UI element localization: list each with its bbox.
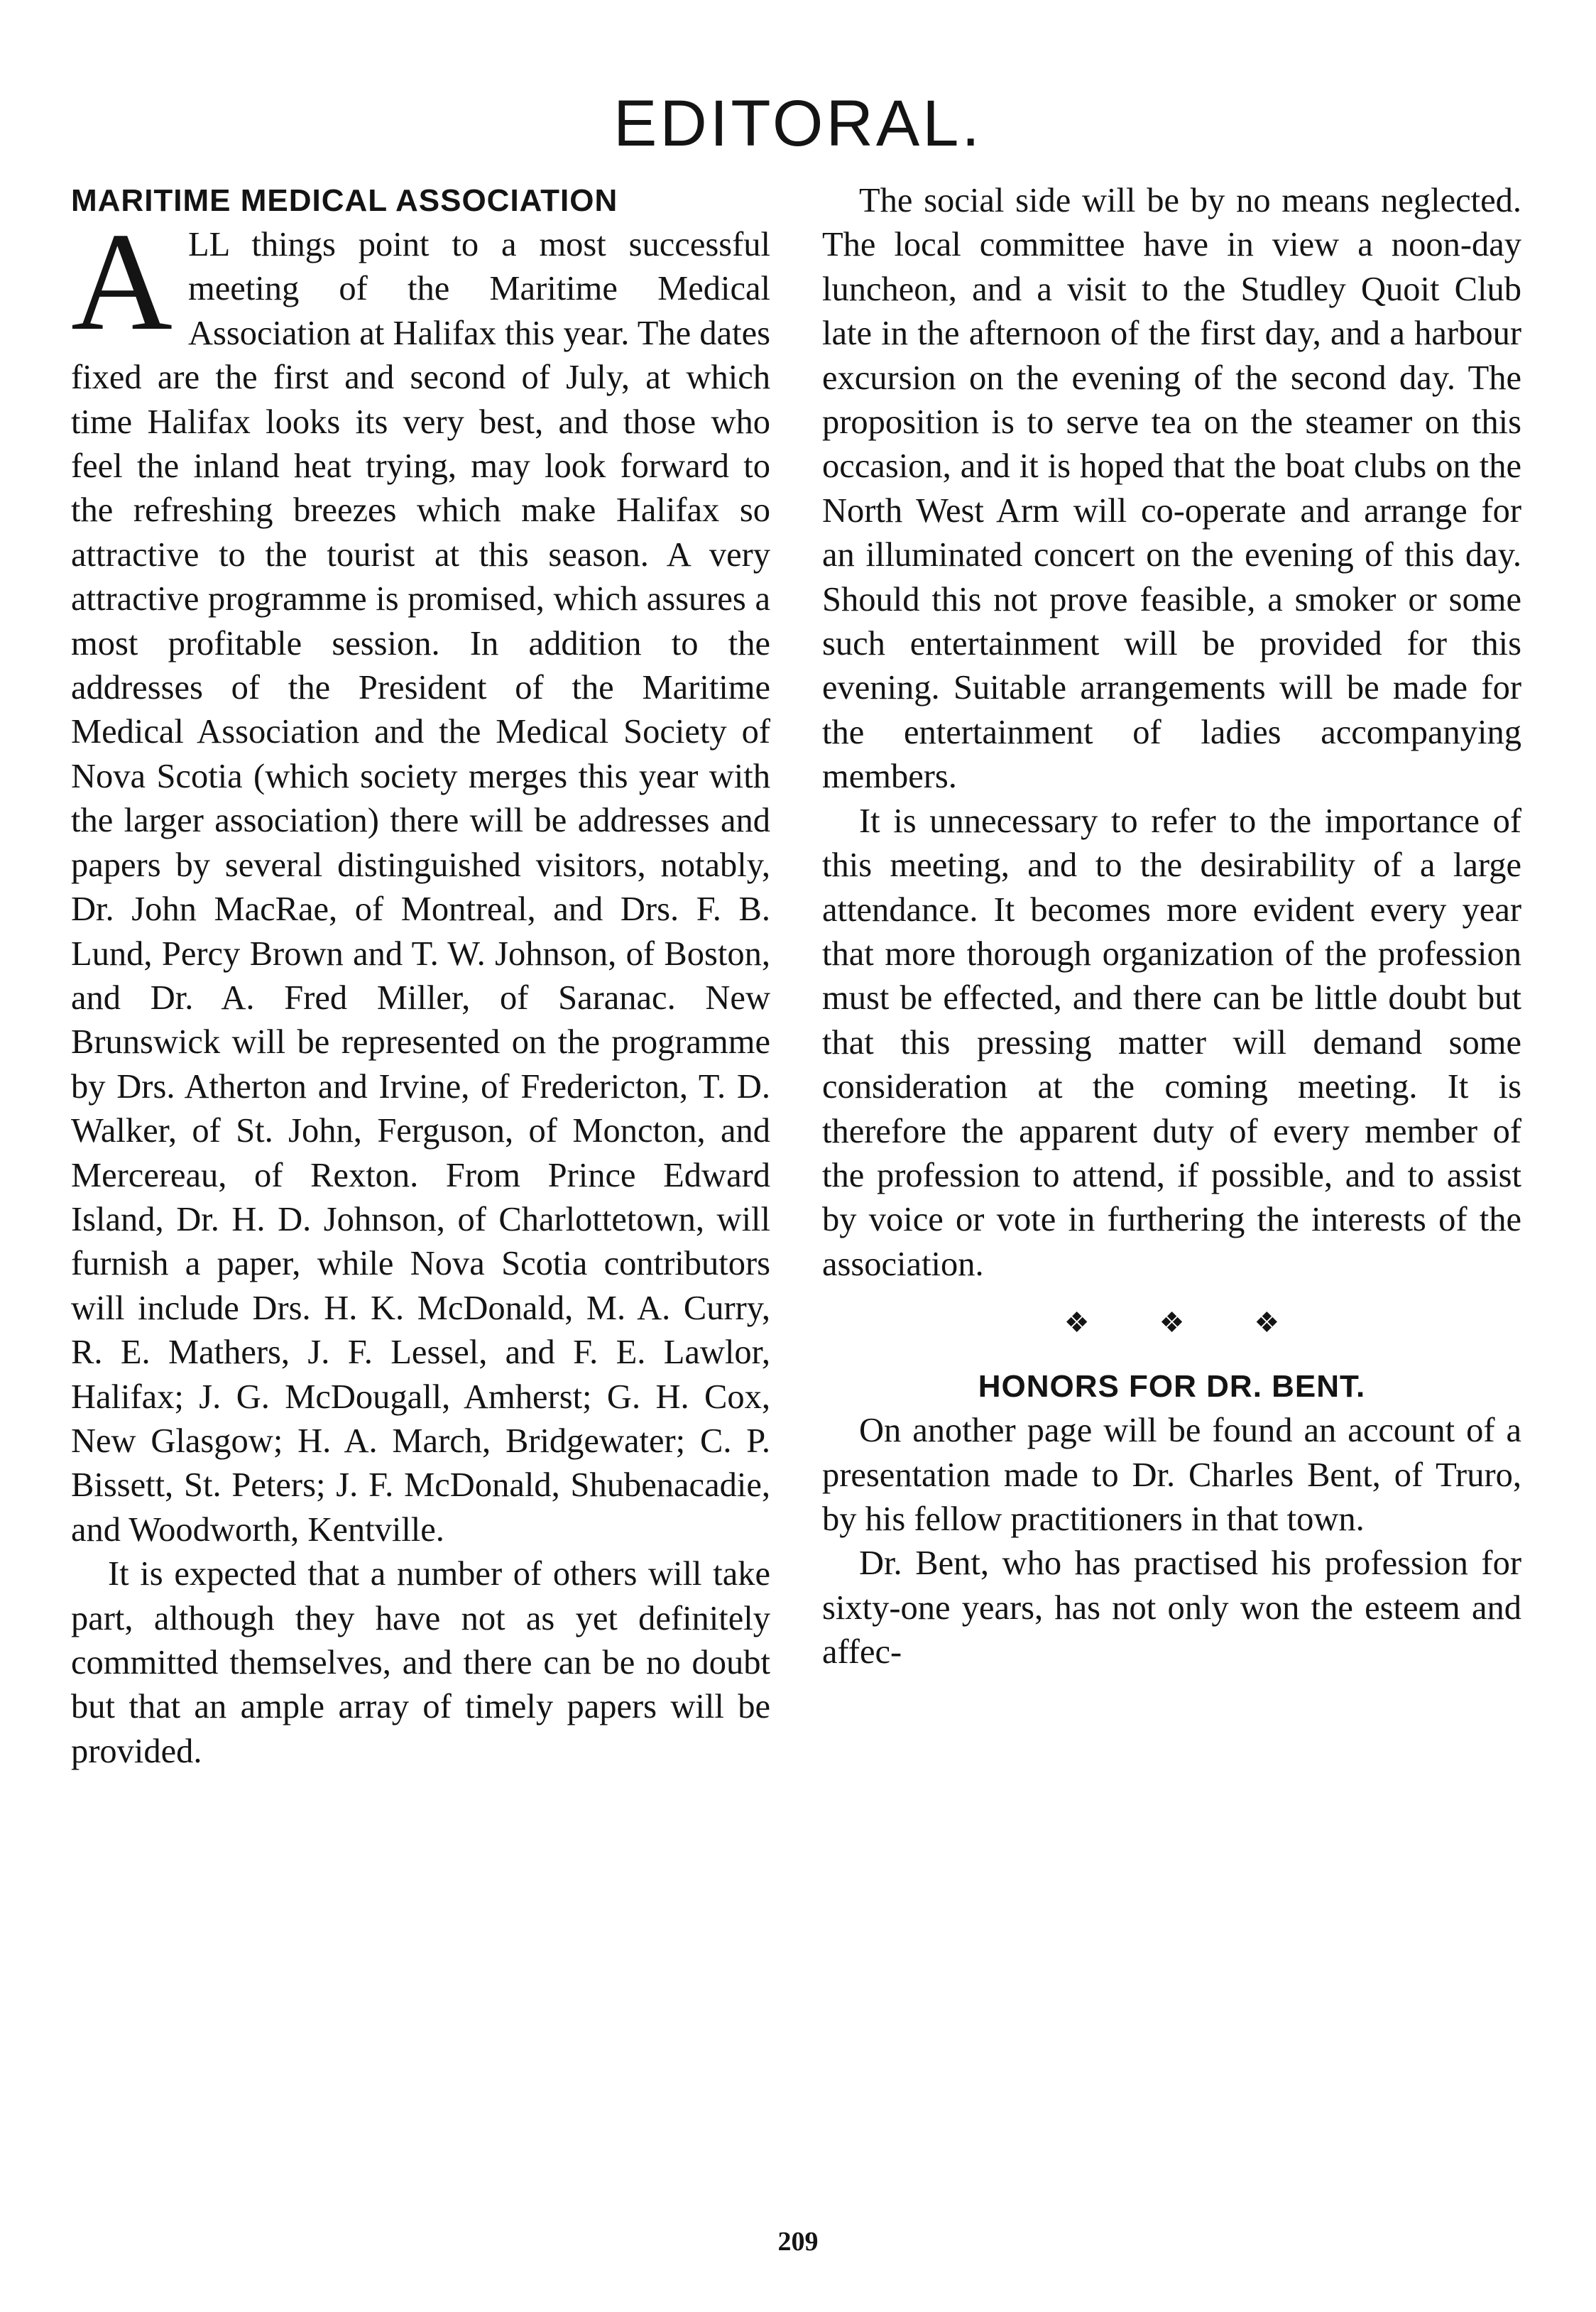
page-number: 209 [777,2227,819,2257]
paragraph-1-text: LL things point to a most successful meeting of the Maritime Medical Association at Halifax this year. The dates fixed are the first and second of July, at which time Halifax looks its very best, and those who feel the inland heat trying, may look forward to the refreshing breezes which make Halifax so attractive to the tourist at this season. A very attractive programme is promised, which assures a most profitable session. In addition to the addresses of the President of the Maritime Medical Association and the Medical Society of Nova Scotia (which society merges this year with the larger association) there will be addresses and papers by several distinguished visitors, notably, Dr. John MacRae, of Montreal, and Drs. F. B. Lund, Percy Brown and T. W. Johnson, of Boston, and Dr. A. Fred Miller, of Saranac. New Brunswick will be represented on the programme by Drs. Atherton and Irvine, of Fredericton, T. D. Walker, of St. John, Ferguson, of Moncton, and Mercereau, of Rexton. From Prince Edward Island, Dr. H. D. Johnson, of Charlottetown, will furnish a paper, while Nova Scotia contributors will include Drs. H. K. McDonald, M. A. Curry, R. E. Mathers, J. F. Lessel, and F. E. Lawlor, Halifax; J. G. McDougall, Amherst; G. H. Cox, New Glasgow; H. A. March, Bridgewater; C. P. Bissett, St. Peters; J. F. McDonald, Shubenacadie, and Woodworth, Kentville. [71,226,770,1549]
honors-paragraph-1: On another page will be found an account of a presentation made to Dr. Charles Bent, of Truro, by his fellow practitioners in that town. [822,1412,1521,1538]
article-paragraph-3: The social side will be by no means neglected. The local committee have in view a noon-day luncheon, and a visit to the Studley Quoit Club late in the afternoon of the first day, and a harbour excursion on the evening of the second day. The proposition is to serve tea on the steamer on this occasion, and it is hoped that the boat clubs on the North West Arm will co-operate and arrange for an illuminated concert on the evening of this day. Should this not prove feasible, a smoker or some such entertainment will be provided for this evening. Suitable arrangements will be made for the entertainment of ladies accompanying members. [822,182,1521,796]
ornament-separator: ❖ ❖ ❖ [1064,1307,1311,1339]
article-paragraph-1 [71,204,770,1552]
article-paragraph-4: It is unnecessary to refer to the importance of this meeting, and to the desirability of a large attendance. It becomes more evident every year that more thorough organization of the profession must be effected, and there can be little doubt but that this pressing matter will demand some consideration at the coming meeting. It is therefore the apparent duty of every member of the profession to attend, if possible, and to assist by voice or vote in furthering the interests of the association. [822,802,1521,1283]
honors-paragraph-2: Dr. Bent, who has practised his profession for sixty-one years, has not only won the esteem and affec- [822,1544,1521,1672]
right-column [822,179,1521,1675]
page-title: EDITORAL. [613,87,983,160]
section-heading-maritime: MARITIME MEDICAL ASSOCIATION [71,183,618,218]
article-paragraph-2: It is expected that a number of others will take part, although they have not as yet definitely committed themselves, and there can be no doubt but that an ample array of timely papers will be provided. [71,1555,770,1770]
section-heading-honors: HONORS FOR DR. BENT. [978,1369,1366,1405]
left-column [71,179,770,1774]
drop-cap: A [71,204,173,359]
